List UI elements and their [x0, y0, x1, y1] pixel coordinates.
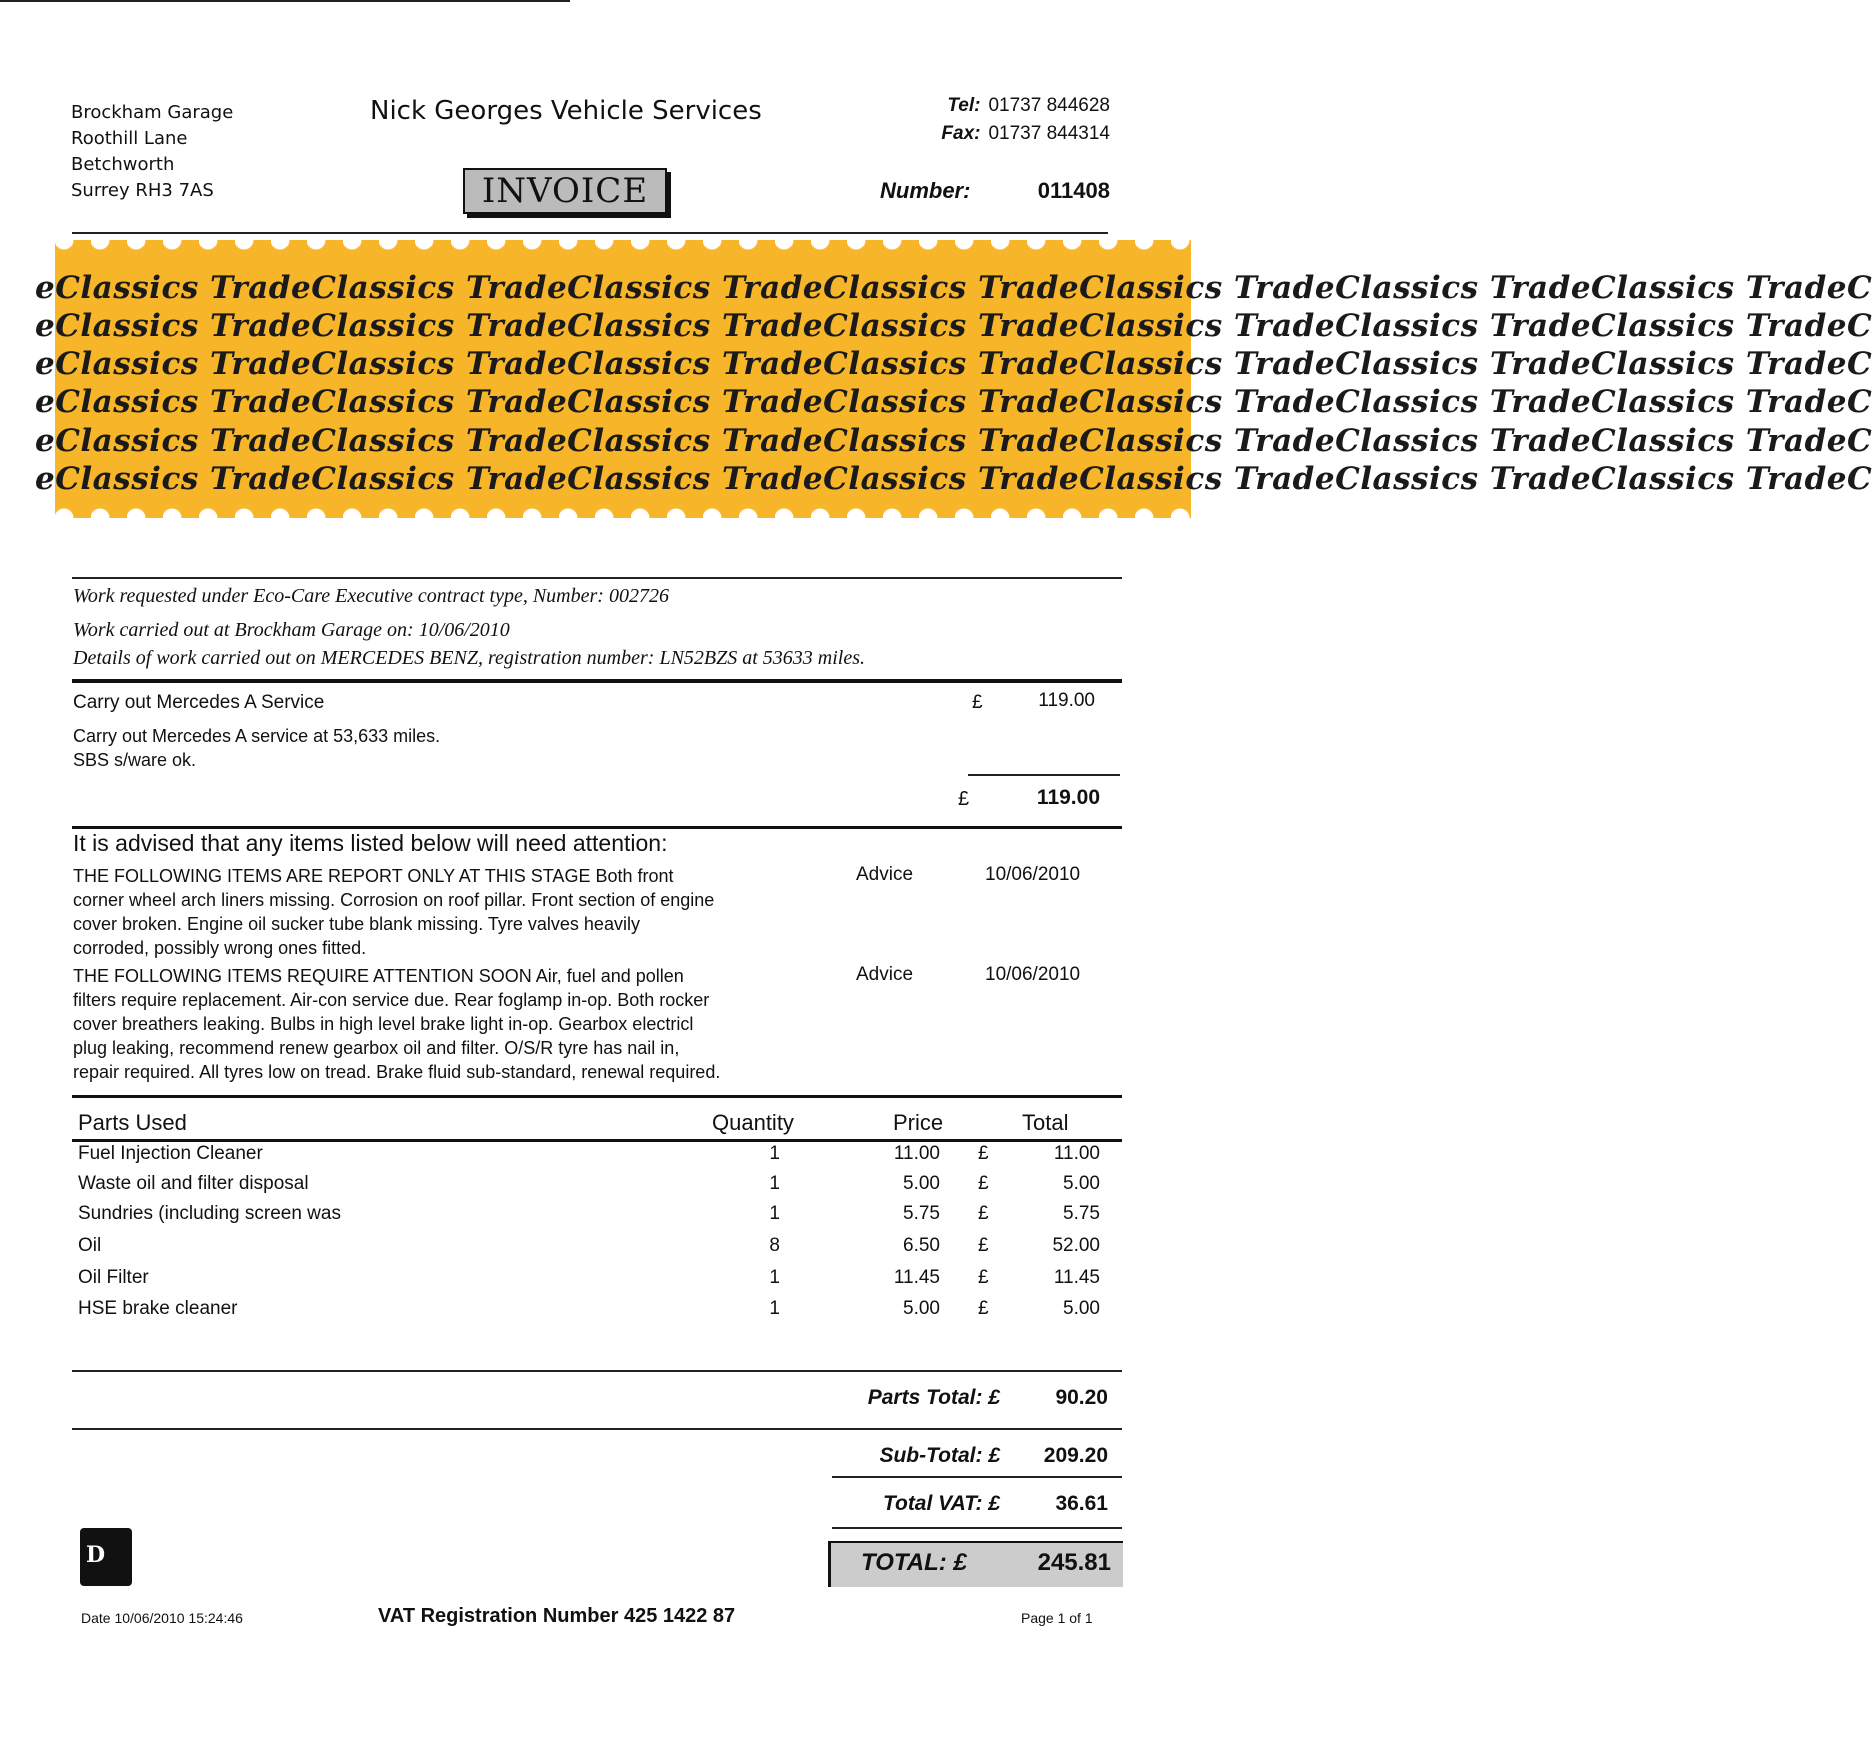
- work-details: Details of work carried out on MERCEDES BENZ, registration number: LN52BZS at 53633 miles.: [73, 647, 866, 669]
- service-desc-line: Carry out Mercedes A service at 53,633 miles.: [73, 726, 441, 746]
- grand-total-label: TOTAL: £: [861, 1549, 967, 1576]
- advice-line: cover breathers leaking. Bulbs in high level brake light in-op. Gearbox electricl: [73, 1014, 694, 1034]
- parts-header-total: Total: [1022, 1110, 1069, 1135]
- part-total: 5.00: [1063, 1298, 1100, 1319]
- service-title: Carry out Mercedes A Service: [73, 692, 325, 713]
- part-total: 5.75: [1063, 1203, 1100, 1224]
- vat-row: [820, 1492, 1120, 1522]
- vat-value: 36.61: [1055, 1492, 1108, 1515]
- stamp-text-line: eClassics TradeClassics TradeClassics TradeClassics TradeClassics TradeClassics TradeClassics TradeC: [35, 384, 1872, 420]
- work-requested: Work requested under Eco-Care Executive contract type, Number: 002726: [73, 585, 669, 607]
- advice-type: Advice: [856, 864, 914, 885]
- parts-header-price: Price: [893, 1110, 944, 1135]
- totals-rule: [72, 1428, 1122, 1430]
- part-currency: £: [978, 1203, 989, 1224]
- work-thick-rule: [72, 679, 1122, 683]
- address-line: Surrey RH3 7AS: [71, 180, 214, 201]
- part-total: 52.00: [1052, 1235, 1100, 1256]
- stamp-text-line: eClassics TradeClassics TradeClassics TradeClassics TradeClassics TradeClassics TradeClassics TradeC: [35, 270, 1872, 306]
- advice-line: cover broken. Engine oil sucker tube blank missing. Tyre valves heavily: [73, 914, 640, 934]
- table-row: [0, 1173, 1240, 1203]
- vat-label: Total VAT: £: [882, 1492, 1000, 1515]
- service-total-rule: [968, 774, 1120, 776]
- part-qty: 8: [769, 1235, 780, 1256]
- part-desc: Oil: [78, 1235, 102, 1256]
- tel-row: [860, 92, 1110, 120]
- work-carried-out: Work carried out at Brockham Garage on: 10/06/2010: [73, 619, 510, 641]
- advice-thick-rule: [72, 1095, 1122, 1098]
- part-currency: £: [978, 1173, 989, 1194]
- stamp-text-line: eClassics TradeClassics TradeClassics TradeClassics TradeClassics TradeClassics TradeClassics TradeC: [35, 308, 1872, 344]
- part-currency: £: [978, 1235, 989, 1256]
- garage-address: [71, 100, 233, 204]
- subtotal-value: 209.20: [1043, 1444, 1108, 1467]
- address-line: Brockham Garage: [71, 102, 234, 123]
- subtotal-label: Sub-Total: £: [879, 1444, 1000, 1467]
- grand-total-box: [828, 1541, 1123, 1587]
- table-row: [0, 1203, 1240, 1233]
- advice-line: THE FOLLOWING ITEMS ARE REPORT ONLY AT THIS STAGE Both front: [73, 866, 674, 886]
- part-desc: Sundries (including screen was: [78, 1203, 341, 1224]
- parts-header-desc: Parts Used: [78, 1110, 187, 1135]
- parts-total-label: Parts Total: £: [867, 1386, 1000, 1409]
- service-currency: £: [972, 692, 983, 713]
- table-row: [0, 1267, 1240, 1297]
- stamp-top-edge: [55, 240, 1191, 258]
- trade-classics-stamp: [35, 240, 1872, 518]
- part-qty: 1: [769, 1267, 780, 1288]
- vat-registration: VAT Registration Number 425 1422 87: [378, 1605, 736, 1627]
- advice-type: Advice: [856, 964, 914, 985]
- stamp-text-line: eClassics TradeClassics TradeClassics TradeClassics TradeClassics TradeClassics TradeClassics TradeC: [35, 461, 1872, 497]
- part-total: 11.00: [1053, 1143, 1100, 1164]
- totals-rule: [832, 1527, 1122, 1529]
- company-name: Nick Georges Vehicle Services: [370, 96, 762, 126]
- advice-item-text: [73, 864, 853, 960]
- table-row: [0, 1235, 1240, 1265]
- service-total-currency: £: [958, 788, 970, 810]
- advice-line: corner wheel arch liners missing. Corrosion on roof pillar. Front section of engine: [73, 890, 715, 910]
- work-section-rule: [72, 577, 1122, 579]
- part-price: 11.45: [893, 1267, 940, 1288]
- advice-line: filters require replacement. Air-con service due. Rear foglamp in-op. Both rocker: [73, 990, 710, 1010]
- part-desc: Fuel Injection Cleaner: [78, 1143, 263, 1164]
- subtotal-row: [820, 1444, 1120, 1474]
- service-total: 119.00: [1036, 786, 1100, 809]
- advice-line: corroded, possibly wrong ones fitted.: [73, 938, 367, 958]
- part-desc: Oil Filter: [78, 1267, 149, 1288]
- parts-header-rule: [72, 1139, 1122, 1142]
- part-qty: 1: [769, 1203, 780, 1224]
- service-thick-rule: [72, 826, 1122, 829]
- parts-header-qty: Quantity: [712, 1110, 794, 1135]
- service-amount: 119.00: [1038, 690, 1095, 711]
- company-logo-icon: D: [80, 1528, 132, 1586]
- invoice-number-label: Number:: [880, 178, 971, 203]
- tel-label: Tel:: [947, 95, 981, 116]
- part-desc: Waste oil and filter disposal: [78, 1173, 309, 1194]
- service-desc-line: SBS s/ware ok.: [73, 750, 197, 770]
- part-currency: £: [978, 1298, 989, 1319]
- part-currency: £: [978, 1143, 989, 1164]
- advice-date: 10/06/2010: [985, 964, 1081, 985]
- advice-line: repair required. All tyres low on tread. Brake fluid sub-standard, renewal required.: [73, 1062, 721, 1082]
- invoice-badge: INVOICE: [463, 168, 667, 214]
- invoice-number: 011408: [1037, 178, 1110, 203]
- part-desc: HSE brake cleaner: [78, 1298, 238, 1319]
- table-row: [0, 1298, 1240, 1328]
- parts-total-value: 90.20: [1055, 1386, 1108, 1409]
- advice-line: THE FOLLOWING ITEMS REQUIRE ATTENTION SOON Air, fuel and pollen: [73, 966, 684, 986]
- advice-date: 10/06/2010: [985, 864, 1081, 885]
- part-price: 5.00: [903, 1298, 940, 1319]
- part-qty: 1: [769, 1173, 780, 1194]
- stamp-text-line: eClassics TradeClassics TradeClassics TradeClassics TradeClassics TradeClassics TradeClassics TradeC: [35, 423, 1872, 459]
- table-row: [0, 1143, 1240, 1173]
- tel-number: 01737 844628: [988, 95, 1110, 116]
- part-qty: 1: [769, 1298, 780, 1319]
- part-price: 11.00: [893, 1143, 940, 1164]
- advice-item-text: [73, 964, 853, 1084]
- part-total: 11.45: [1053, 1267, 1100, 1288]
- page-number: Page 1 of 1: [1021, 1610, 1093, 1626]
- stamp-text-line: eClassics TradeClassics TradeClassics TradeClassics TradeClassics TradeClassics TradeClassics TradeC: [35, 346, 1872, 382]
- part-currency: £: [978, 1267, 989, 1288]
- part-price: 5.00: [903, 1173, 940, 1194]
- service-description: [73, 724, 440, 772]
- fax-number: 01737 844314: [988, 123, 1110, 144]
- print-date: Date 10/06/2010 15:24:46: [81, 1610, 243, 1626]
- part-total: 5.00: [1063, 1173, 1100, 1194]
- grand-total-value: 245.81: [1037, 1549, 1111, 1576]
- stamp-bottom-edge: [55, 500, 1191, 518]
- contact-block: [860, 92, 1110, 148]
- part-qty: 1: [769, 1143, 780, 1164]
- totals-rule: [72, 1370, 1122, 1372]
- address-line: Roothill Lane: [71, 128, 188, 149]
- fax-row: [860, 120, 1110, 148]
- parts-total-row: [820, 1386, 1120, 1416]
- fax-label: Fax:: [941, 123, 981, 144]
- totals-rule: [832, 1476, 1122, 1478]
- part-price: 5.75: [903, 1203, 940, 1224]
- header-rule: [72, 232, 1108, 234]
- advice-heading: It is advised that any items listed below will need attention:: [73, 830, 668, 856]
- part-price: 6.50: [903, 1235, 940, 1256]
- address-line: Betchworth: [71, 154, 175, 175]
- top-edge-rule: [0, 0, 570, 2]
- invoice-number-row: [880, 178, 1110, 204]
- advice-line: plug leaking, recommend renew gearbox oil and filter. O/S/R tyre has nail in,: [73, 1038, 680, 1058]
